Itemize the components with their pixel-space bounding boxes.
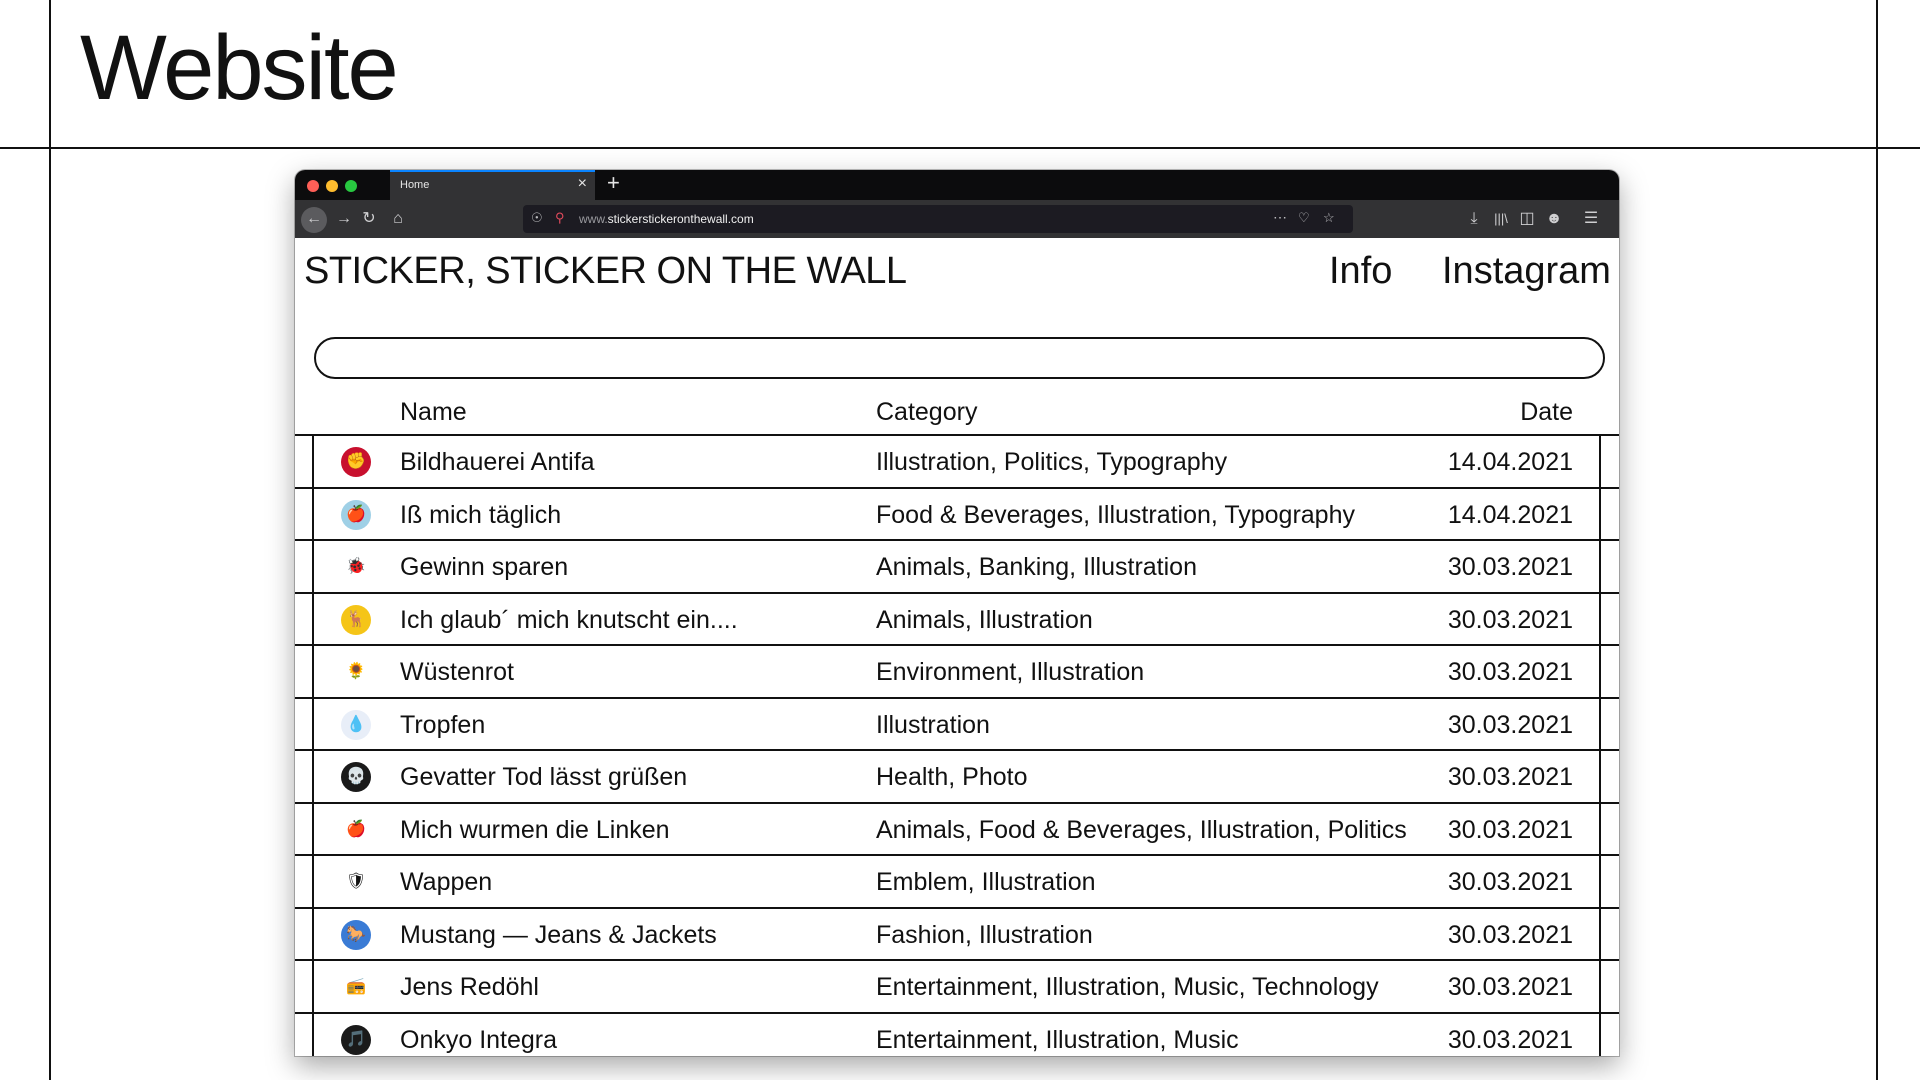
- sticker-thumbnail[interactable]: 🍎: [341, 500, 371, 530]
- row-date: 30.03.2021: [1447, 710, 1573, 739]
- frame-right-line: [1876, 0, 1878, 1080]
- sticker-thumbnail[interactable]: 💀: [341, 762, 371, 792]
- tab-label: Home: [400, 179, 430, 191]
- column-header-name[interactable]: Name: [400, 398, 467, 426]
- row-name: Mich wurmen die Linken: [400, 815, 670, 844]
- row-date: 30.03.2021: [1447, 553, 1573, 581]
- maximize-window-button[interactable]: [345, 180, 357, 192]
- row-category: Emblem, Illustration: [876, 868, 1096, 896]
- address-bar[interactable]: [523, 205, 1353, 233]
- frame-top-divider: [0, 147, 1920, 149]
- row-category: Illustration, Politics, Typography: [876, 448, 1228, 476]
- minimize-window-button[interactable]: [326, 180, 338, 192]
- row-category: Food & Beverages, Illustration, Typography: [876, 500, 1355, 529]
- row-name: Tropfen: [400, 710, 486, 739]
- tab-home[interactable]: [390, 170, 595, 200]
- sticker-thumbnail[interactable]: 💧: [341, 710, 371, 740]
- row-date: 30.03.2021: [1447, 605, 1573, 634]
- row-category: Animals, Food & Beverages, Illustration, Politics: [876, 815, 1407, 844]
- row-category: Entertainment, Illustration, Music, Technology: [876, 973, 1379, 1001]
- row-date: 30.03.2021: [1447, 868, 1573, 896]
- row-category: Environment, Illustration: [876, 658, 1145, 686]
- forward-icon[interactable]: →: [336, 210, 352, 227]
- row-category: Animals, Illustration: [876, 605, 1093, 634]
- row-name: Iß mich täglich: [400, 500, 562, 529]
- sticker-thumbnail[interactable]: 🐞: [341, 552, 371, 582]
- home-icon[interactable]: ⌂: [393, 210, 403, 227]
- row-category: Entertainment, Illustration, Music: [876, 1025, 1239, 1054]
- frame-left-line: [49, 0, 51, 1080]
- row-date: 14.04.2021: [1447, 448, 1573, 476]
- table-row[interactable]: [295, 1012, 1619, 1057]
- row-name: Bildhauerei Antifa: [400, 448, 595, 476]
- lock-icon[interactable]: ⚲: [555, 210, 565, 225]
- row-date: 30.03.2021: [1447, 815, 1573, 844]
- menu-icon[interactable]: ☰: [1583, 210, 1599, 227]
- row-date: 30.03.2021: [1447, 658, 1573, 686]
- row-name: Jens Redöhl: [400, 973, 539, 1001]
- back-icon[interactable]: ←: [301, 207, 327, 233]
- table-row[interactable]: [295, 907, 1619, 960]
- slide-title: Website: [80, 17, 397, 119]
- search-input[interactable]: [314, 337, 1605, 379]
- table-row[interactable]: [295, 802, 1619, 855]
- sticker-table: [295, 434, 1619, 1056]
- sticker-thumbnail[interactable]: 📻: [341, 972, 371, 1002]
- row-name: Ich glaub´ mich knutscht ein....: [400, 605, 738, 634]
- sticker-thumbnail[interactable]: 🍎: [341, 815, 371, 845]
- close-tab-icon[interactable]: ×: [577, 175, 587, 192]
- library-icon[interactable]: |||\: [1494, 211, 1508, 226]
- table-row[interactable]: [295, 592, 1619, 645]
- nav-instagram-link[interactable]: Instagram: [1442, 250, 1611, 292]
- sticker-thumbnail[interactable]: 🌻: [341, 657, 371, 687]
- row-name: Onkyo Integra: [400, 1025, 558, 1054]
- table-row[interactable]: [295, 854, 1619, 907]
- table-row[interactable]: [295, 697, 1619, 750]
- sidebar-icon[interactable]: ◫: [1519, 210, 1535, 227]
- tab-bar: [295, 170, 1619, 200]
- table-row[interactable]: [295, 959, 1619, 1012]
- url-text[interactable]: www.stickerstickeronthewall.com: [579, 212, 754, 226]
- column-header-category[interactable]: Category: [876, 398, 978, 426]
- table-row[interactable]: [295, 539, 1619, 592]
- row-name: Gevatter Tod lässt grüßen: [400, 763, 688, 791]
- row-date: 30.03.2021: [1447, 920, 1573, 949]
- sticker-thumbnail[interactable]: 🦌: [341, 605, 371, 635]
- row-name: Gewinn sparen: [400, 553, 569, 581]
- nav-info-link[interactable]: Info: [1329, 250, 1393, 292]
- web-page: [295, 238, 1619, 1056]
- browser-toolbar: [295, 200, 1619, 238]
- table-row[interactable]: [295, 434, 1619, 487]
- row-category: Animals, Banking, Illustration: [876, 553, 1197, 581]
- shield-icon[interactable]: ☉: [531, 210, 543, 225]
- pocket-icon[interactable]: ♡: [1298, 210, 1310, 225]
- site-title[interactable]: STICKER, STICKER ON THE WALL: [304, 250, 907, 292]
- close-window-button[interactable]: [307, 180, 319, 192]
- new-tab-button[interactable]: +: [607, 170, 620, 195]
- sticker-thumbnail[interactable]: 🎵: [341, 1025, 371, 1055]
- row-name: Wappen: [400, 868, 493, 896]
- row-category: Illustration: [876, 710, 990, 739]
- table-row[interactable]: [295, 644, 1619, 697]
- row-category: Fashion, Illustration: [876, 920, 1093, 949]
- sticker-thumbnail[interactable]: 🐎: [341, 920, 371, 950]
- download-icon[interactable]: ⤓: [1470, 210, 1478, 227]
- row-date: 14.04.2021: [1447, 500, 1573, 529]
- account-icon[interactable]: ☻: [1545, 210, 1563, 227]
- column-header-date[interactable]: Date: [1520, 398, 1573, 426]
- row-name: Wüstenrot: [400, 658, 514, 686]
- row-date: 30.03.2021: [1447, 763, 1573, 791]
- row-date: 30.03.2021: [1447, 973, 1573, 1001]
- table-row[interactable]: [295, 487, 1619, 540]
- more-icon[interactable]: ⋯: [1273, 209, 1287, 225]
- row-date: 30.03.2021: [1447, 1025, 1573, 1054]
- browser-window: [295, 170, 1619, 1056]
- star-icon[interactable]: ☆: [1323, 210, 1335, 225]
- sticker-thumbnail[interactable]: 🛡: [341, 867, 371, 897]
- row-category: Health, Photo: [876, 763, 1028, 791]
- table-row[interactable]: [295, 749, 1619, 802]
- reload-icon[interactable]: ↻: [362, 210, 376, 227]
- row-name: Mustang — Jeans & Jackets: [400, 920, 717, 949]
- sticker-thumbnail[interactable]: ✊: [341, 447, 371, 477]
